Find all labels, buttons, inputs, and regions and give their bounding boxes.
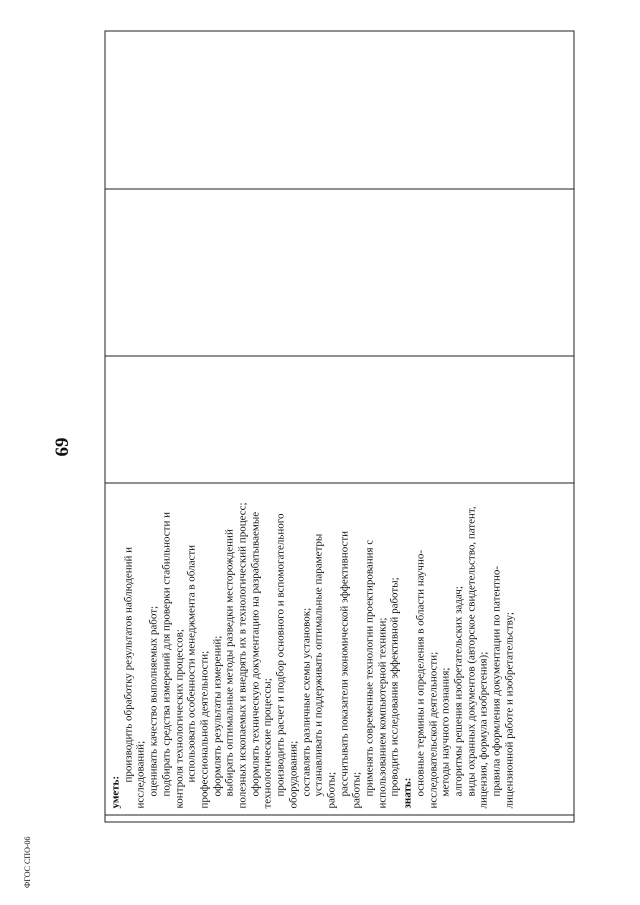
content-line: оформлять результаты измерений; [211,635,224,797]
content-line: использовать особенности менеджмента в области [185,544,198,783]
content-line: выбирать оптимальные методы разведки месторождений [223,529,236,797]
content-line: рассчитывать показатели экономической эффективности [338,530,351,797]
content-line: контроля технологических процессов; [173,629,186,809]
content-line: оформлять техническую документацию на разрабатываемые [249,511,262,797]
content-line: исследований; [134,740,147,809]
content-line: основные термины и определения в области научно- [414,550,427,797]
content-line: использованием компьютерной техники; [376,617,389,809]
table-cell-empty [105,356,574,483]
table-cell-narrow [105,815,574,822]
content-line: производить обработку результатов наблюдений и [122,546,135,783]
section-heading: знать: [401,777,414,809]
content-line: производить расчет и подбор основного и вспомогательного [274,513,287,797]
content-line: подбирать средства измерений для проверки стабильности и [160,512,173,797]
content-line: лицензионной работе и изобретательству; [503,612,516,809]
content-line: оценивать качество выполняемых работ; [147,605,160,797]
table-row [105,31,574,822]
content-line: работы; [350,771,363,809]
content-line: профессиональной деятельности; [198,650,211,809]
skills-knowledge-cell [105,483,574,815]
content-line: методы научного познания; [439,667,452,797]
section-heading: уметь: [109,775,122,809]
skills-knowledge-list [110,489,517,809]
content-line: составлять различные схемы установок; [300,607,313,797]
competency-table [105,31,575,823]
table-cell-empty [105,189,574,356]
content-line: устанавливать и поддерживать оптимальные параметры [312,533,325,797]
content-line: работы; [325,771,338,809]
content-line: алгоритмы решения изобретательских задач; [452,586,465,797]
content-line: лицензия, формула изобретения); [477,651,490,809]
content-line: полезных ископаемых и внедрять их в технологический процесс; [236,502,249,809]
content-line: применять современные технологии проектирования с [363,539,376,797]
content-line: технологические процессы; [261,678,274,809]
content-line: правила оформления документации по патентно- [490,565,503,797]
content-line: виды охранных документов (авторское свидетельство, патент, [465,506,478,797]
document-footer: ФГОС СПО-06 [23,836,32,888]
content-line: исследовательской деятельности; [427,651,440,809]
content-line: проводить исследования эффективной работы; [388,577,401,797]
content-line: оборудования; [287,740,300,809]
competency-table-wrapper [105,48,575,823]
page-number: 69 [52,437,73,457]
table-cell-empty [105,31,574,189]
